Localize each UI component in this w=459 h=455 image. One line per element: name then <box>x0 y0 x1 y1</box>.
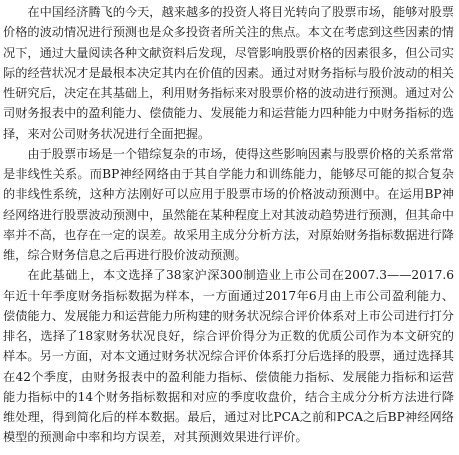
paragraph-method: 由于股票市场是一个错综复杂的市场，使得这些影响因素与股票价格的关系常常是非线性关系。而BP神经网络由于其自学能力和训练能力，能够尽可能的拟合复杂的非线性系统，这种方法刚好可以应用于股票市场的价格波动预测中。在运用BP神经网络进行股票波动预测中，虽然能在某种程度上对其波动趋势进行预测，但其命中率并不高，也存在一定的误差。故采用主成分分析方法，对原始财务指标数据进行降维，综合财务信息之后再进行股价波动预测。 <box>3 146 454 262</box>
document-body <box>3 2 454 448</box>
paragraph-intro: 在中国经济腾飞的今天，越来越多的投资人将目光转向了股票市场，能够对股票价格的波动情况进行预测也是众多投资者所关注的焦点。本文在考虑到这些因素的情况下，通过大量阅读各种文献资料后发现，尽管影响股票价格的因素很多，但公司实际的经营状况才是最根本决定其内在价值的因素。通过对财务指标与股价波动的相关性研究后，决定在其基础上，利用财务指标来对股票价格的波动进行预测。通过对公司财务报表中的盈利能力、偿债能力、发展能力和运营能力四种能力中财务指标的选择，来对公司财务状况进行全面把握。 <box>3 5 454 141</box>
paragraph-sample: 在此基础上，本文选择了38家沪深300制造业上市公司在2007.3——2017.6年近十年季度财务指标数据为样本，一方面通过2017年6月由上市公司盈利能力、偿债能力、发展能力和运营能力所构建的财务状况综合评价体系对上市公司进行打分排名，选择了18家财务状况良好，综合评价得分为正数的优质公司作为本文研究的样本。另一方面，对本文通过财务状况综合评价体系打分后选择的股票，通过选择其在42个季度，由财务报表中的盈利能力指标、偿债能力指标、发展能力指标和运营能力指标中的14个财务指标数据和对应的季度收盘价，结合主成分分析方法进行降维处理，得到简化后的样本数据。最后，通过对比PCA之前和PCA之后BP神经网络模型的预测命中率和均方误差，对其预测效果进行评价。 <box>3 268 454 445</box>
